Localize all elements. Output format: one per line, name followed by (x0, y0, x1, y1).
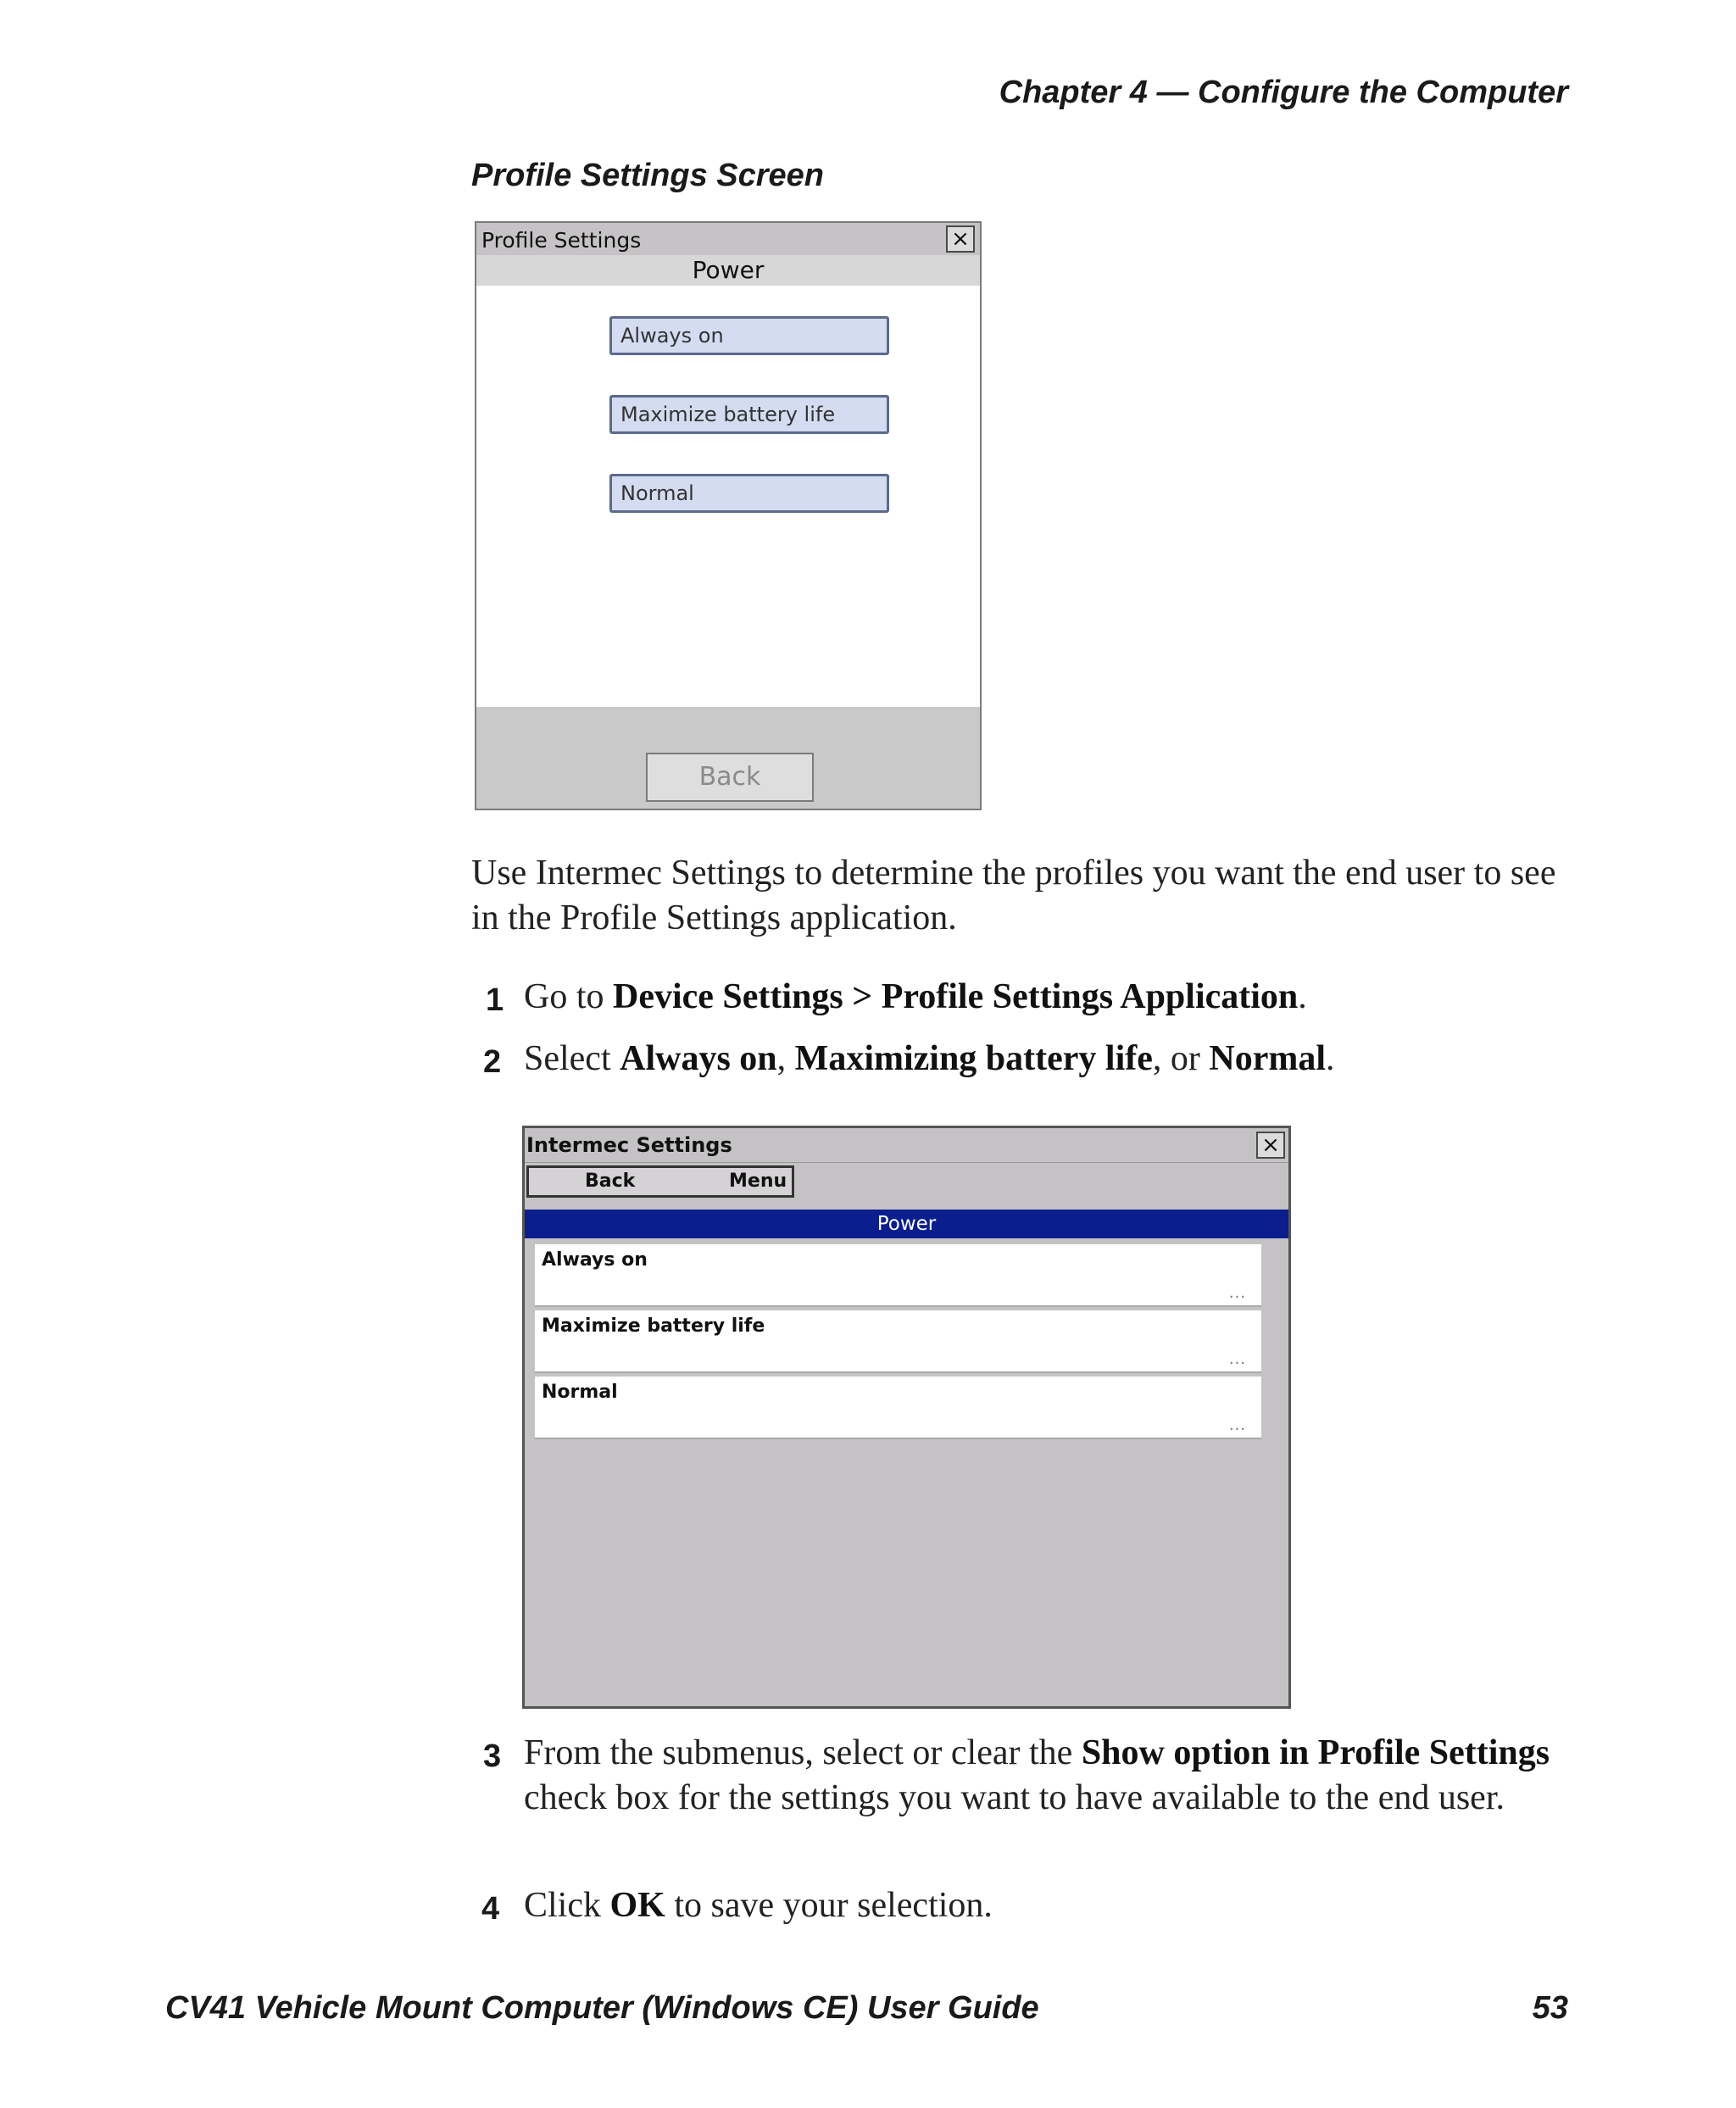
window-titlebar (525, 1128, 1288, 1163)
step-number: 4 (481, 1891, 500, 1927)
step-2 (0, 1037, 1736, 1087)
step-number: 1 (486, 982, 504, 1018)
step-text: Go to Device Settings > Profile Settings Application. (524, 977, 1307, 1016)
step-3 (0, 1731, 1736, 1875)
step-text: Select Always on, Maximizing battery life, or Normal. (524, 1039, 1335, 1078)
list-item-label: Always on (542, 1249, 648, 1271)
footer-guide-title: CV41 Vehicle Mount Computer (Windows CE) User Guide (165, 1990, 1039, 2026)
list-item[interactable] (535, 1377, 1261, 1439)
intermec-settings-screenshot (522, 1126, 1291, 1709)
toolbar (526, 1165, 794, 1198)
step-text: Click OK to save your selection. (524, 1886, 993, 1925)
list-item[interactable] (535, 1244, 1261, 1307)
step-number: 2 (483, 1044, 502, 1080)
step-1 (0, 975, 1736, 1026)
menu-button[interactable]: Menu (729, 1171, 787, 1192)
maximize-battery-life-button[interactable]: Maximize battery life (609, 395, 889, 434)
close-icon[interactable]: × (1256, 1132, 1285, 1159)
list-item[interactable] (535, 1310, 1261, 1373)
back-button[interactable]: Back (585, 1171, 636, 1192)
ellipsis-icon: ... (1228, 1350, 1246, 1368)
section-header: Power (476, 255, 980, 286)
section-header: Power (525, 1210, 1288, 1238)
back-button[interactable]: Back (646, 753, 814, 802)
step-text: From the submenus, select or clear the Show option in Profile Settings check box for the settings you want to have available to the end user. (524, 1733, 1550, 1817)
step-number: 3 (483, 1738, 502, 1774)
bottom-bar (476, 707, 980, 809)
window-title: Intermec Settings (526, 1133, 732, 1157)
chapter-title: Chapter 4 — Configure the Computer (999, 75, 1568, 110)
list-item-label: Normal (542, 1382, 618, 1403)
always-on-button[interactable]: Always on (609, 316, 889, 355)
figure-caption: Profile Settings Screen (471, 158, 825, 193)
normal-button[interactable]: Normal (609, 474, 889, 513)
ellipsis-icon: ... (1228, 1416, 1246, 1434)
ellipsis-icon: ... (1228, 1284, 1246, 1302)
close-icon[interactable]: × (946, 225, 975, 253)
intro-paragraph: Use Intermec Settings to determine the profiles you want the end user to see in the Profile Settings application. (471, 854, 1556, 937)
page-number: 53 (1532, 1990, 1568, 2026)
window-title: Profile Settings (481, 228, 642, 253)
list-item-label: Maximize battery life (542, 1315, 765, 1337)
profile-settings-screenshot (475, 221, 982, 810)
window-titlebar (476, 223, 980, 256)
step-4 (0, 1883, 1736, 1934)
